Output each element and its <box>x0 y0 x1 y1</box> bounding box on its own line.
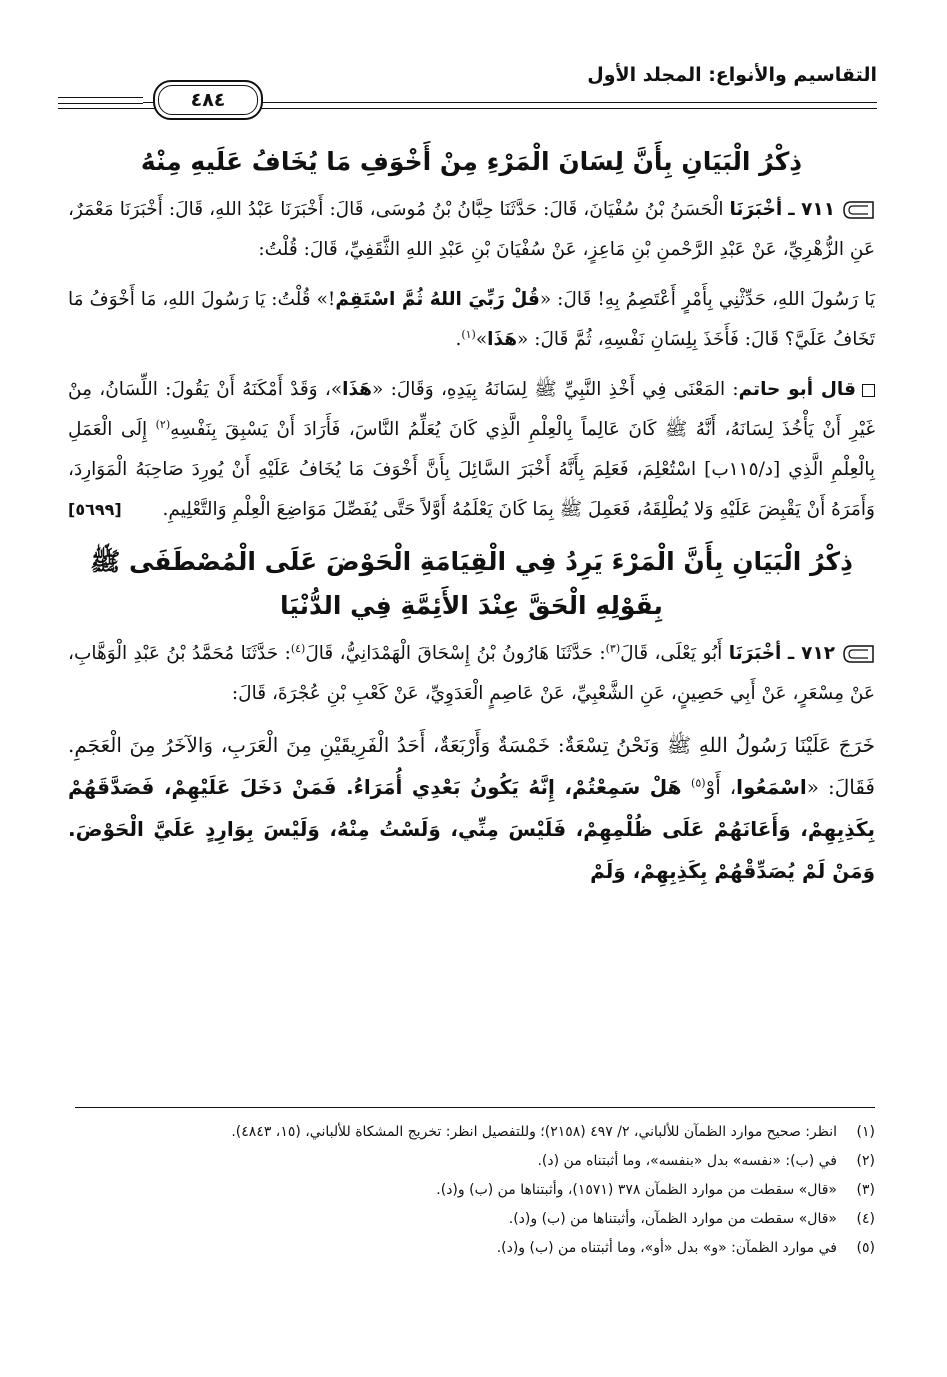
commentary-quote-bold: هَذَا <box>342 379 373 400</box>
isnad-text: : حَدَّثَنَا هَارُونُ بْنُ إِسْحَاقَ الْهَمْدَانِيُّ، قَالَ <box>305 643 606 664</box>
commentary-text: إِلَى الْعَمَلِ بِالْعِلْمِ الَّذِي [د/١١٥ب] اسْتُعْلِمَ، فَعَلِمَ بِأَنَّهُ أَخْبَرَ السَّائِلَ بِأَنَّ أَخْوَفَ مَا يُخَافُ عَلَيْهِ أَنْ يُورِدَ صَاحِبَهُ الْمَوَارِدَ، وَأَمَرَهُ أَنْ يَقْبِضَ عَلَيْهِ وَلا يُطْلِقَهُ، فَعَمِلَ ﷺ بِمَا كَانَ يَعْلَمُهُ أَوَّلاً حَتَّى يُفَصِّلَ مَوَاضِعَ الْعِلْمِ وَالتَّعْلِيمِ. <box>68 419 876 520</box>
section-heading: ذِكْرُ الْبَيَانِ بِأَنَّ لِسَانَ الْمَرْءِ مِنْ أَخْوَفِ مَا يُخَافُ عَلَيهِ مِنْهُ <box>140 147 803 176</box>
footnote-number: (٢) <box>856 1153 875 1169</box>
page-number: ٤٨٤ <box>158 85 258 115</box>
footnote <box>68 1176 875 1205</box>
hadith-number: ٧١١ ـ <box>788 199 835 220</box>
section-heading-line2: بِقَوْلِهِ الْحَقَّ عِنْدَ الأَئِمَّةِ فِي الدُّنْيَا <box>280 591 663 620</box>
footnote-number: (١) <box>856 1124 875 1140</box>
footnote-number: (٤) <box>856 1211 875 1227</box>
footnote-text: في موارد الظمآن: «و» بدل «أو»، وما أثبتناه من (ب) و(د). <box>496 1240 837 1256</box>
square-bullet-icon <box>862 384 875 397</box>
matn-text: » <box>475 329 488 350</box>
footnotes <box>68 1118 875 1263</box>
matn-text: . <box>455 329 462 350</box>
matn-quote-bold: هَلْ سَمِعْتُمْ، إِنَّهُ يَكُونُ بَعْدِي أُمَرَاءُ. فَمَنْ دَخَلَ عَلَيْهِمْ، فَصَدَّقَهُمْ بِكَذِبِهِمْ، وَأَعَانَهُمْ عَلَى ظُلْمِهِمْ، فَلَيْسَ مِنِّي، وَلَسْتُ مِنْهُ، وَلَيْسَ بِوَارِدٍ عَلَيَّ الْحَوْضَ. وَمَنْ لَمْ يُصَدِّقْهُمْ بِكَذِبِهِمْ، وَلَمْ <box>68 775 875 883</box>
footnote-text: «قال» سقطت من موارد الظمآن، وأثبتناها من (ب) و(د). <box>508 1211 837 1227</box>
isnad-text: الْحَسَنُ بْنُ سُفْيَانَ، قَالَ: حَدَّثَنَا حِبَّانُ بْنُ مُوسَى، قَالَ: أَخْبَرَنَا عَبْدُ اللهِ، قَالَ: أَخْبَرَنَا مَعْمَرٌ، عَنِ الزُّهْرِيِّ، عَنْ عَبْدِ الرَّحْمنِ بْنِ مَاعِزٍ، عَنْ سُفْيَانَ بْنِ عَبْدِ اللهِ الثَّقَفِيِّ، قَالَ: قُلْتُ: <box>68 199 875 260</box>
abu-hatim-commentary <box>68 370 875 530</box>
hadith-marker-icon <box>841 643 875 665</box>
matn-quote-bold: هَذَا <box>487 329 518 350</box>
page-number-frame <box>153 80 263 120</box>
matn-text: !» قُلْتُ: يَا رَسُولَ اللهِ، مَا أَخْوَفُ مَا تَخَافُ عَلَيَّ؟ قَالَ: فَأَخَذَ بِلِسَانِ نَفْسِهِ، ثُمَّ قَالَ: « <box>68 289 875 350</box>
matn-text: خَرَجَ عَلَيْنَا رَسُولُ اللهِ ﷺ وَنَحْنُ تِسْعَةٌ: خَمْسَةٌ وَأَرْبَعَةٌ، أَحَدُ الْفَرِيقَيْنِ مِنَ الْعَرَبِ، وَالآخَرُ مِنَ الْعَجَمِ. فَقَالَ: « <box>68 733 875 799</box>
footnote <box>68 1205 875 1234</box>
isnad-text: أَبُو يَعْلَى، قَالَ <box>620 643 723 664</box>
footnote-text: في (ب): «نفسه» بدل «بنفسه»، وما أثبتناه من (د). <box>537 1153 837 1169</box>
commentary-label: قال أبو حاتم <box>738 379 856 400</box>
matn-text: يَا رَسُولَ اللهِ، حَدِّثْنِي بِأَمْرٍ أَعْتَصِمُ بِهِ! قَالَ: « <box>539 289 875 310</box>
hadith-number: ٧١٢ ـ <box>787 643 836 664</box>
running-header <box>58 62 877 111</box>
footnote-ref[interactable]: (٣) <box>605 641 621 655</box>
footnote <box>68 1147 875 1176</box>
akhbarana-label: أخْبَرَنَا <box>729 199 783 220</box>
matn-quote-bold: قُلْ رَبِّيَ اللهُ ثُمَّ اسْتَقِمْ <box>335 289 540 310</box>
hadith-711-isnad <box>68 190 875 270</box>
isnad-text: : حَدَّثَنَا مُحَمَّدُ بْنُ عَبْدِ الْوَهَّابِ، عَنْ مِسْعَرٍ، عَنْ أَبِي حَصِينٍ، عَنِ الشَّعْبِيِّ، عَنْ عَاصِمٍ الْعَدَوِيِّ، عَنْ كَعْبِ بْنِ عُجْرَةَ، قَالَ: <box>68 643 875 704</box>
footnote <box>68 1234 875 1263</box>
hadith-marker-icon <box>841 199 875 221</box>
commentary-text: »، وَقَدْ أَمْكَنَهُ أَنْ يَقُولَ: اللِّسَانُ، مِنْ غَيْرِ أَنْ يَأْخُذَ لِسَانَهُ، أَنَّهُ ﷺ كَانَ عَالِماً بِالْعِلْمِ الَّذِي كَانَ يُعَلِّمُ النَّاسَ، فَأَرَادَ أَنْ يَسْبِقَ بِنَفْسِهِ <box>68 379 875 440</box>
footnote-ref[interactable]: (٤) <box>290 641 306 655</box>
footnote-number: (٣) <box>856 1182 875 1198</box>
footnote <box>68 1118 875 1147</box>
footnote-ref[interactable]: (٥) <box>691 776 706 790</box>
commentary-text: : المَعْنَى فِي أَخْذِ النَّبِيِّ ﷺ لِسَانَهُ بِيَدِهِ، وَقَالَ: « <box>372 379 739 400</box>
hadith-712-isnad <box>68 634 875 714</box>
footnote-text: انظر: صحيح موارد الظمآن للألباني، ٢/ ٤٩٧ (٢١٥٨)؛ وللتفصيل انظر: تخريج المشكاة للألباني، (١٥، ٤٨٤٣). <box>231 1124 837 1140</box>
book-title: التقاسيم والأنواع: المجلد الأول <box>587 64 877 86</box>
hadith-712-matn <box>68 724 875 892</box>
footnote-text: «قال» سقطت من موارد الظمآن ٣٧٨ (١٥٧١)، وأثبتناها من (ب) و(د). <box>436 1182 837 1198</box>
main-text <box>68 140 875 902</box>
footnote-ref[interactable]: (١) <box>461 327 476 341</box>
footnote-ref[interactable]: (٢) <box>155 417 171 431</box>
matn-text: ، أَوْ <box>705 775 737 799</box>
reference-number: [٥٦٩٩] <box>68 500 122 519</box>
akhbarana-label: أخْبَرَنَا <box>728 643 782 664</box>
header-left-rule <box>58 97 143 104</box>
section-heading: ذِكْرُ الْبَيَانِ بِأَنَّ الْمَرْءَ يَرِدُ فِي الْقِيَامَةِ الْحَوْضَ عَلَى الْمُصْطَفَى ﷺ <box>90 547 853 576</box>
matn-quote-bold: اسْمَعُوا <box>736 775 807 799</box>
hadith-711-matn <box>68 280 875 360</box>
footnote-number: (٥) <box>856 1240 875 1256</box>
footnote-divider <box>75 1107 875 1108</box>
